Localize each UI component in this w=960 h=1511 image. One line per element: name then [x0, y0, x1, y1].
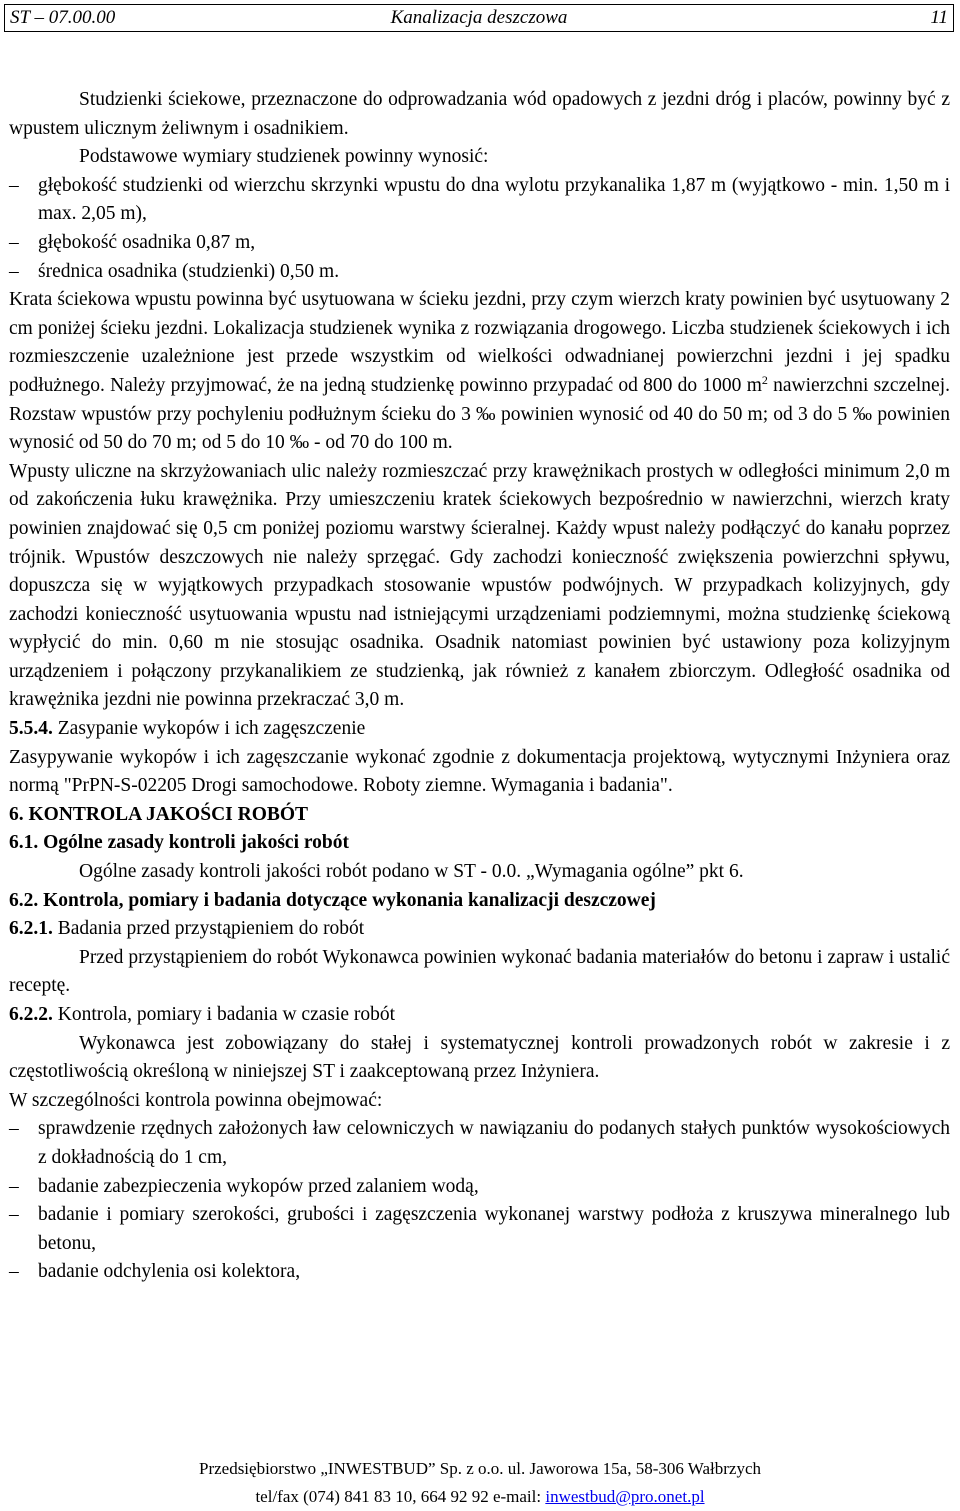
paragraph-inlets: Wpusty uliczne na skrzyżowaniach ulic należy rozmieszczać przy krawężnikach prostych w odległości minimum 2,0 m od zakończenia łuku krawężnika. Przy umieszczeniu kratek ściekowych bezpośrednio w nawierzchni, wierzch kraty powinien znajdować się 0,5 cm poniżej poziomu warstwy ścieralnej. Każdy wpust należy podłączyć do kanału poprzez trójnik. Wpustów deszczowych nie należy sprzęgać. Gdy zachodzi konieczność zwiększenia powierzchni spływu, dopuszcza się w wyjątkowych przypadkach stosowanie wpustów podwójnych. W przypadkach kolizyjnych, gdy zachodzi konieczność usytuowania wpustu nad istniejącymi urządzeniami podziemnymi, można studzienkę ściekową wypłycić do min. 0,60 m nie stosując osadnika. Osadnik natomiast powinien być ustawiony poza kolizyjnym urządzeniem i połączony przykanalikiem ze studzienką, jak również z kanałem zbiorczym. Odległość osadnika od krawężnika jezdni nie powinna przekraczać 3,0 m.: [9, 460, 950, 711]
paragraph-6-2-2: Wykonawca jest zobowiązany do stałej i systematycznej kontroli prowadzonych robót w zakresie i z częstotliwością określoną w niniejszej ST i zaakceptowaną przez Inżyniera.: [9, 1032, 950, 1083]
page-header: [4, 4, 954, 32]
list-item: – badanie i pomiary szerokości, grubości i zagęszczenia wykonanej warstwy podłoża z kruszywa mineralnego lub betonu,: [9, 1201, 950, 1258]
dash-bullet: –: [9, 1118, 19, 1140]
page-number: 11: [930, 7, 948, 28]
section-6-2-1-heading: 6.2.1. Badania przed przystąpieniem do robót: [9, 918, 365, 940]
paragraph-6-1: Ogólne zasady kontroli jakości robót podano w ST - 0.0. „Wymagania ogólne” pkt 6.: [79, 861, 744, 883]
dash-bullet: –: [9, 1175, 19, 1197]
spec-code: ST – 07.00.00: [10, 7, 116, 28]
dash-bullet: –: [9, 174, 19, 196]
section-6-2-2-heading: 6.2.2. Kontrola, pomiary i badania w czasie robót: [9, 1004, 396, 1025]
list-item: – głębokość osadnika 0,87 m,: [9, 229, 950, 258]
paragraph-intro: Studzienki ściekowe, przeznaczone do odprowadzania wód opadowych z jezdni dróg i placów, powinny być z wpustem ulicznym żeliwnym i osadnikiem.: [9, 89, 950, 139]
dash-bullet: –: [9, 1204, 19, 1226]
dash-bullet: –: [9, 260, 19, 282]
list-item: – badanie zabezpieczenia wykopów przed zalaniem wodą,: [9, 1173, 950, 1202]
section-6-heading: 6. KONTROLA JAKOŚCI ROBÓT: [9, 803, 309, 825]
paragraph-grate: Krata ściekowa wpustu powinna być usytuowana w ścieku jezdni, przy czym wierzch kraty powinien być usytuowany 2 cm poniżej ścieku jezdni. Lokalizacja studzienek wynika z rozwiązania drogowego. Liczba studzienek ściekowych i ich rozmieszczenie uzależnione jest przede wszystkim od wielkości odwadnianej powierzchni jezdni i jej spadku podłużnego. Należy przyjmować, że na jedną studzienkę powinno przypadać od 800 do 1000 $m^2$ nawierzchni szczelnej. Rozstaw wpustów przy pochyleniu podłużnym ścieku do 3 ‰ powinien wynosić od 40 do 50 m; od 3 do 5 ‰ powinien wynosić od 50 do 70 m; od 5 do 10 ‰ - od 70 do 100 m.: [9, 289, 950, 454]
page-footer: [0, 1455, 960, 1511]
section-6-1-heading: 6.1. Ogólne zasady kontroli jakości robót: [9, 832, 350, 854]
list-item: – głębokość studzienki od wierzchu skrzynki wpustu do dna wylotu przykanalika 1,87 m (wyjątkowo - min. 1,50 m i max. 2,05 m),: [9, 172, 950, 229]
company-address: Przedsiębiorstwo „INWESTBUD” Sp. z o.o. ul. Jaworowa 15a, 58-306 Wałbrzych: [198, 1459, 762, 1478]
section-6-2-heading: 6.2. Kontrola, pomiary i badania dotyczące wykonania kanalizacji deszczowej: [9, 889, 656, 911]
section-5-5-4-heading: 5.5.4. Zasypanie wykopów i ich zagęszczenie: [9, 718, 366, 740]
dash-bullet: –: [9, 1261, 19, 1283]
paragraph-scope-lead: W szczególności kontrola powinna obejmować:: [9, 1089, 383, 1111]
company-contact: tel/fax (074) 841 83 10, 664 92 92 e-mail: inwestbud@pro.onet.pl: [255, 1487, 705, 1506]
dash-bullet: –: [9, 231, 19, 253]
list-item: – badanie odchylenia osi kolektora,: [9, 1258, 950, 1287]
superscript: 2: [761, 372, 768, 387]
list-item: – sprawdzenie rzędnych założonych ław celowniczych w nawiązaniu do podanych stałych punktów wysokościowych z dokładnością do 1 cm,: [9, 1115, 950, 1172]
list-item: – średnica osadnika (studzienki) 0,50 m.: [9, 258, 950, 287]
document-body: [9, 86, 950, 1287]
paragraph-dimensions-lead: Podstawowe wymiary studzienek powinny wynosić:: [79, 146, 489, 168]
paragraph-6-2-1: Przed przystąpieniem do robót Wykonawca powinien wykonać badania materiałów do betonu i zapraw i ustalić receptę.: [9, 946, 950, 997]
email-link[interactable]: inwestbud@pro.onet.pl: [545, 1487, 705, 1506]
document-title: Kanalizacja deszczowa: [390, 7, 568, 28]
paragraph-backfill: Zasypywanie wykopów i ich zagęszczanie wykonać zgodnie z dokumentacja projektową, wytycznymi Inżyniera oraz normą "PrPN-S-02205 Drogi samochodowe. Roboty ziemne. Wymagania i badania".: [9, 746, 950, 797]
